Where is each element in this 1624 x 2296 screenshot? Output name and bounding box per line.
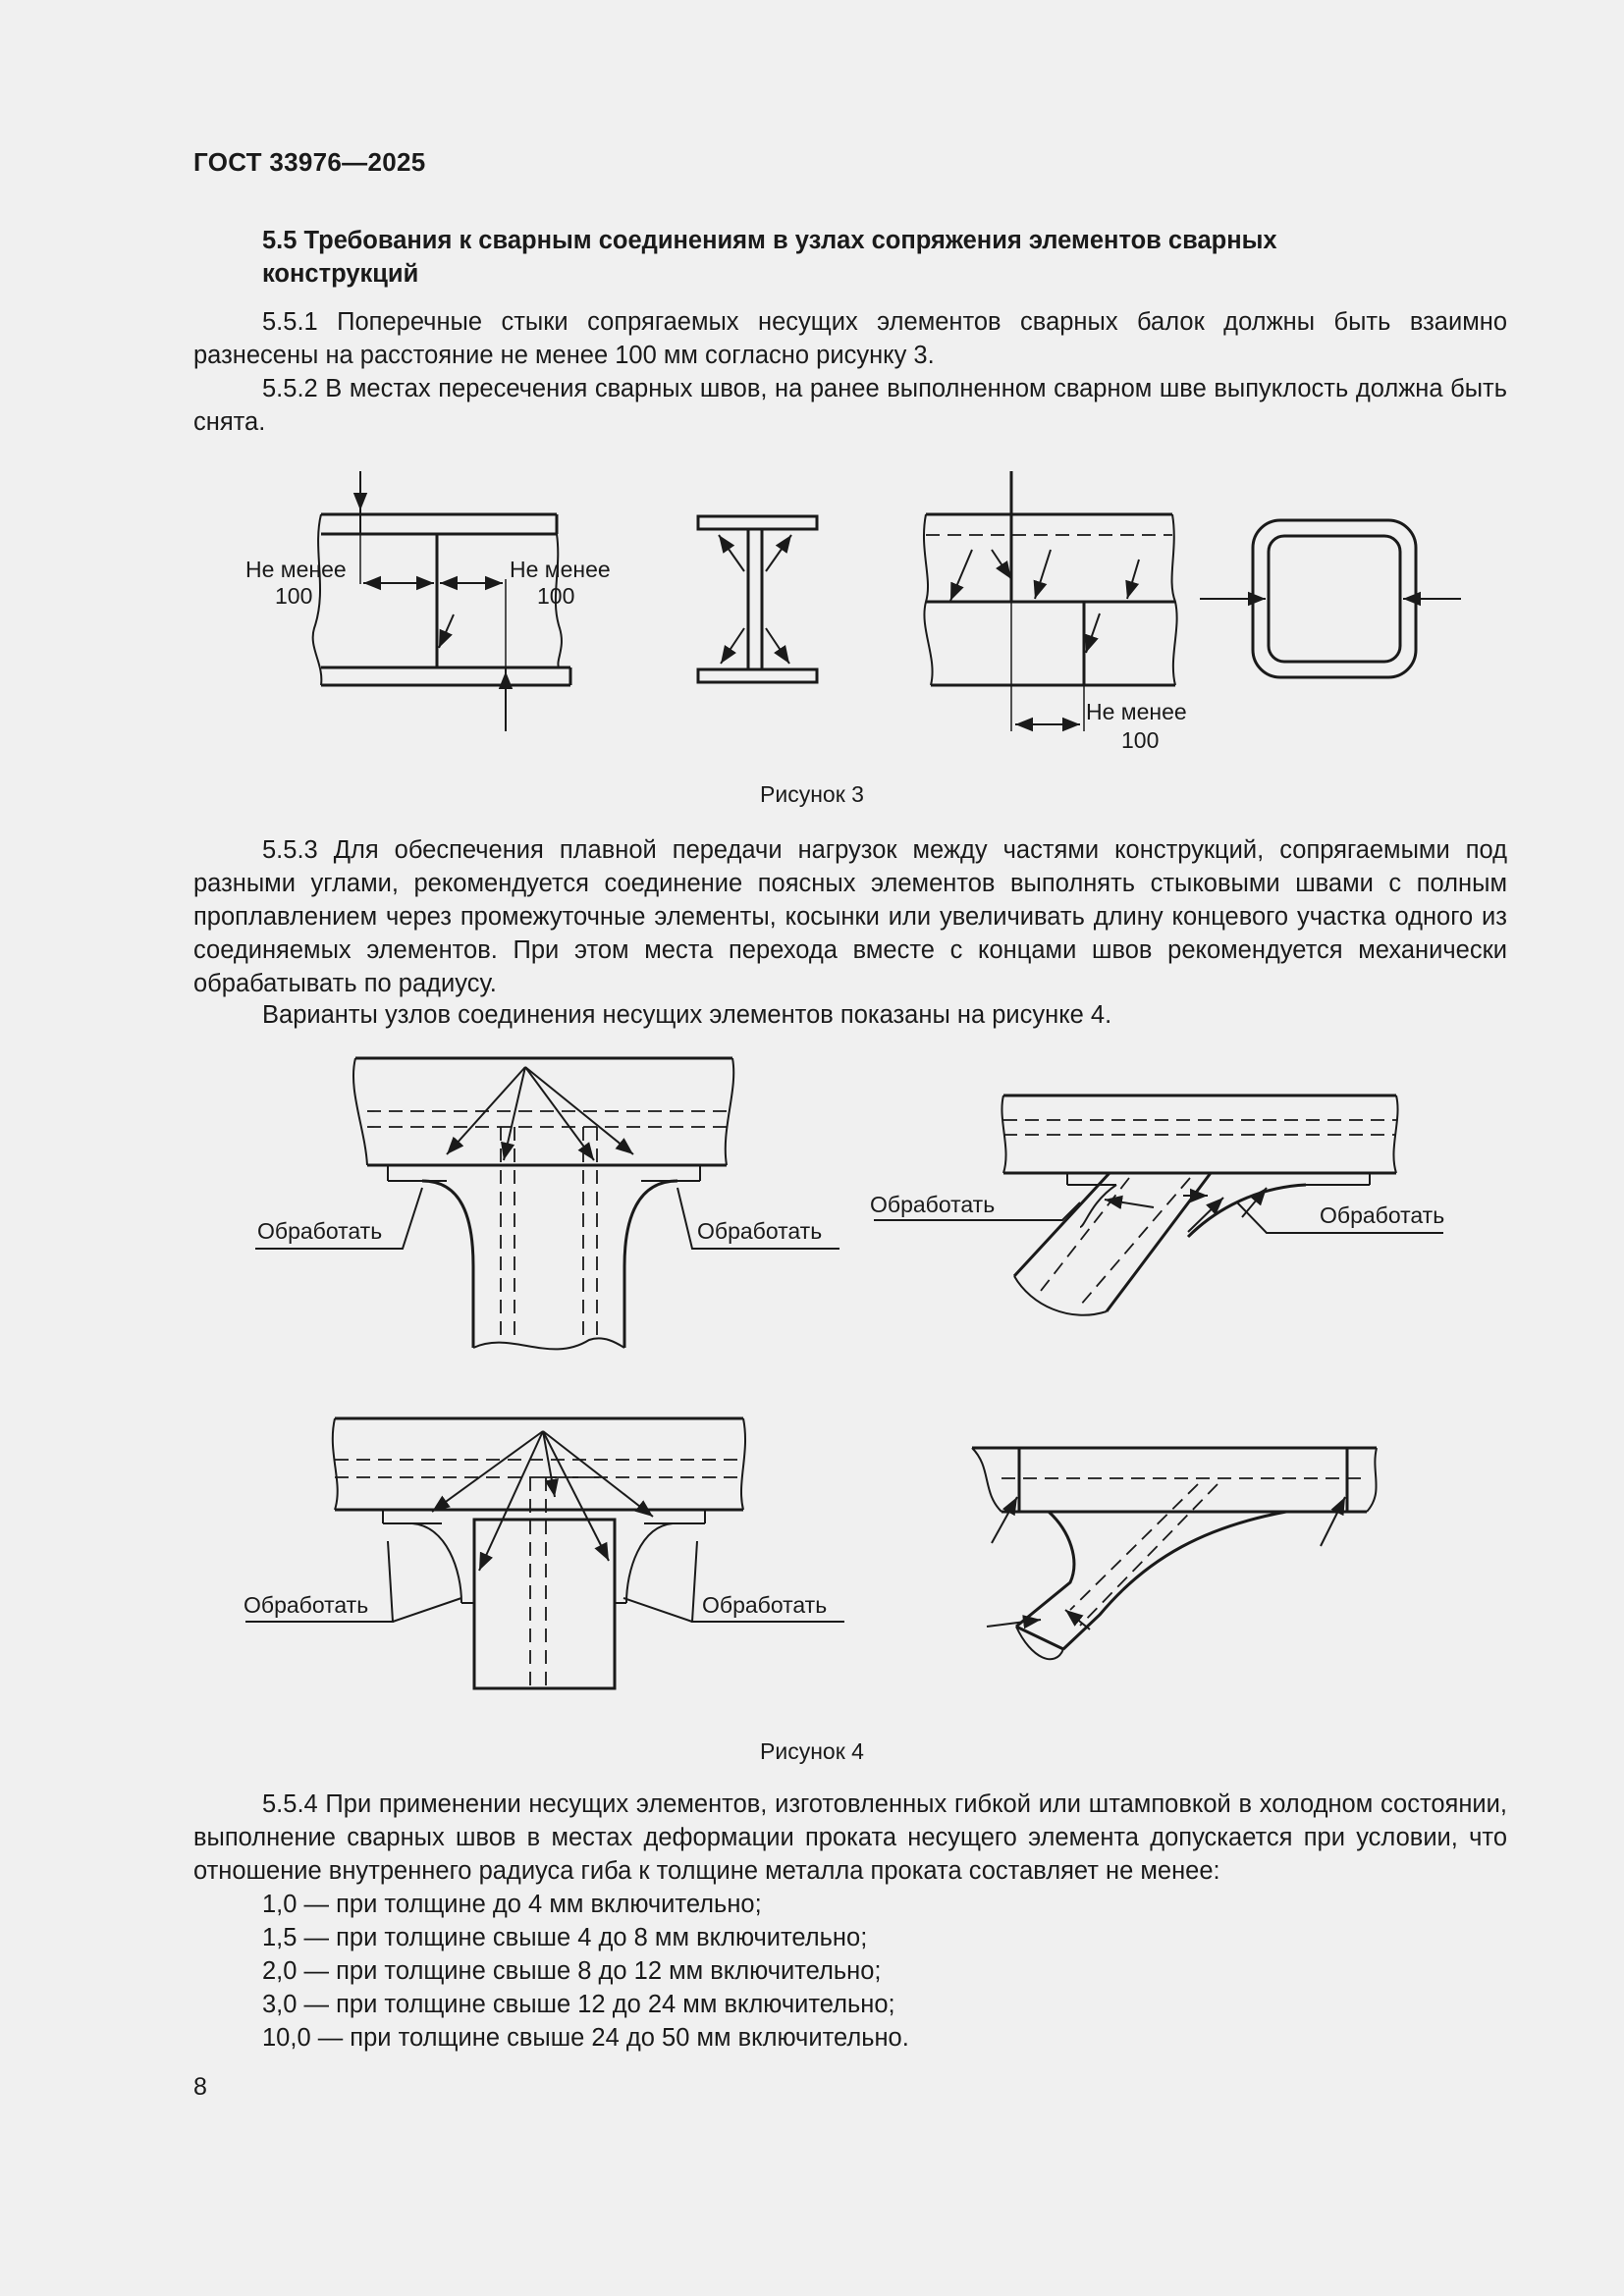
fig3-label-left-1: Не менее bbox=[245, 557, 347, 582]
fig3-label-left-2: 100 bbox=[275, 583, 313, 609]
figure-4-caption: Рисунок 4 bbox=[760, 1738, 864, 1764]
fig3-label-bottom-2: 100 bbox=[1121, 727, 1160, 753]
fig3-label-right-1: Не менее bbox=[510, 557, 611, 582]
fig3-label-bottom-1: Не менее bbox=[1086, 699, 1187, 724]
paragraph-5-5-3-variants: Варианты узлов соединения несущих элементов показаны на рисунке 4. bbox=[262, 1001, 1112, 1029]
paragraph-5-5-2: 5.5.2 В местах пересечения сварных швов, на ранее выполненном сварном шве выпуклость должна быть снята. bbox=[193, 375, 1507, 436]
section-title-line2: конструкций bbox=[262, 260, 419, 288]
list-item: 3,0 — при толщине свыше 12 до 24 мм включительно; bbox=[262, 1991, 895, 2018]
fig4-b-label-right: Обработать bbox=[1320, 1202, 1445, 1228]
fig3-layered-beam bbox=[924, 471, 1177, 731]
list-item: 2,0 — при толщине свыше 8 до 12 мм включительно; bbox=[262, 1957, 882, 1985]
figure-3 bbox=[0, 452, 1624, 785]
list-item: 1,0 — при толщине до 4 мм включительно; bbox=[262, 1891, 762, 1918]
figure-4 bbox=[0, 1041, 1624, 1728]
figure-3-caption: Рисунок 3 bbox=[760, 781, 864, 807]
fig4-variant-d bbox=[972, 1448, 1377, 1659]
fig4-c-label-left: Обработать bbox=[244, 1592, 369, 1618]
fig4-c-label-right: Обработать bbox=[702, 1592, 828, 1618]
page-number: 8 bbox=[193, 2073, 207, 2101]
fig3-tube-section bbox=[1200, 520, 1461, 677]
fig4-b-label-left: Обработать bbox=[870, 1192, 996, 1217]
section-title bbox=[262, 224, 1440, 291]
fig4-a-label-left: Обработать bbox=[257, 1218, 383, 1244]
document-header: ГОСТ 33976—2025 bbox=[193, 147, 426, 177]
fig3-beam-joint bbox=[313, 471, 570, 731]
fig4-variant-a bbox=[255, 1058, 839, 1349]
list-item: 1,5 — при толщине свыше 4 до 8 мм включительно; bbox=[262, 1924, 868, 1951]
fig3-label-right-2: 100 bbox=[537, 583, 575, 609]
section-title-line1: 5.5 Требования к сварным соединениям в узлах сопряжения элементов сварных bbox=[262, 227, 1277, 254]
fig4-a-label-right: Обработать bbox=[697, 1218, 823, 1244]
paragraph-5-5-1: 5.5.1 Поперечные стыки сопрягаемых несущих элементов сварных балок должны быть взаимно разнесены на расстояние не менее 100 мм согласно рисунку 3. bbox=[193, 308, 1507, 369]
paragraph-5-5-4: 5.5.4 При применении несущих элементов, изготовленных гибкой или штамповкой в холодном состоянии, выполнение сварных швов в местах деформации проката несущего элемента допускается при условии, что отношение внутреннего радиуса гиба к толщине металла проката составляет не менее: bbox=[193, 1790, 1507, 1885]
list-item: 10,0 — при толщине свыше 24 до 50 мм включительно. bbox=[262, 2024, 909, 2052]
fig3-i-beam-section bbox=[698, 516, 817, 682]
fig4-variant-c bbox=[245, 1418, 844, 1688]
paragraph-5-5-3: 5.5.3 Для обеспечения плавной передачи нагрузок между частями конструкций, сопрягаемыми под разными углами, рекомендуется соединение поясных элементов выполнять стыковыми швами с полным проплавлением через промежуточные элементы, косынки или увеличивать длину концевого участка одного из соединяемых элементов. При этом места перехода вместе с концами швов рекомендуется механически обрабатывать по радиусу. bbox=[193, 836, 1507, 997]
